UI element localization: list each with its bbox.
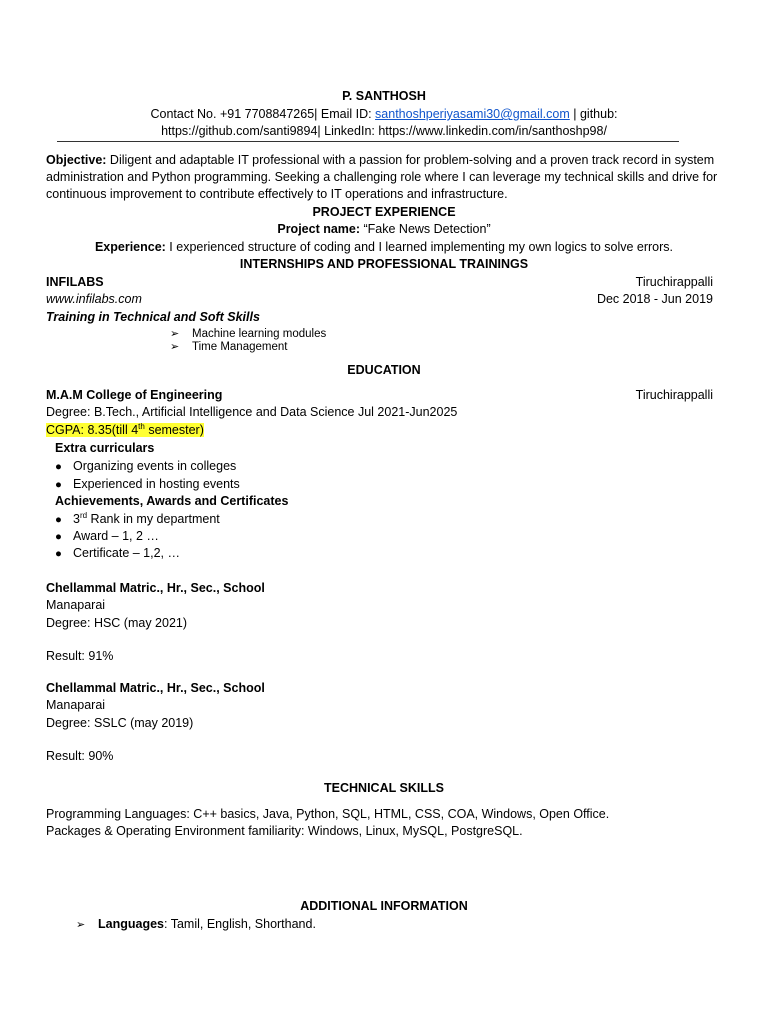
skills-heading: TECHNICAL SKILLS: [324, 781, 444, 795]
contact-prefix: Contact No. +91 7708847265| Email ID:: [150, 107, 376, 121]
school2-name: Chellammal Matric., Hr., Sec., School: [46, 681, 265, 695]
project-heading: PROJECT EXPERIENCE: [312, 205, 456, 219]
dot-bullet-icon: ●: [55, 548, 62, 560]
header-divider: [57, 141, 679, 142]
languages-value: : Tamil, English, Shorthand.: [164, 917, 316, 931]
training-item: [170, 339, 287, 356]
education-heading: EDUCATION: [347, 363, 421, 377]
training-title: Training in Technical and Soft Skills: [46, 310, 260, 324]
arrow-bullet-icon: ➢: [170, 328, 180, 340]
objective-paragraph: [46, 152, 722, 203]
school1-place: Manaparai: [46, 598, 106, 612]
company-name: INFILABS: [46, 275, 104, 289]
college-name: M.A.M College of Engineering: [46, 388, 223, 402]
school2-result: Result: 90%: [46, 749, 114, 763]
additional-heading: ADDITIONAL INFORMATION: [300, 899, 468, 913]
project-exp-value: I experienced structure of coding and I learned implementing my own logics to solve errors.: [165, 240, 674, 254]
list-item-label: Organizing events in colleges: [73, 459, 237, 473]
project-exp-label: Experience:: [94, 240, 166, 254]
list-item: [55, 511, 220, 529]
arrow-bullet-icon: ➢: [170, 341, 180, 353]
cgpa-highlight: [46, 423, 204, 437]
achievements-heading: Achievements, Awards and Certificates: [55, 494, 289, 508]
extra-curriculars-heading: Extra curriculars: [55, 441, 155, 455]
list-item-label: Experienced in hosting events: [73, 477, 240, 491]
list-item: [55, 528, 159, 546]
school1-degree: Degree: HSC (may 2021): [46, 616, 188, 630]
cgpa-suffix: semester): [144, 423, 204, 437]
list-item-label: Certificate – 1,2, …: [73, 546, 180, 560]
languages-line: [76, 916, 316, 934]
training-item-label: Machine learning modules: [192, 328, 327, 340]
email-link[interactable]: santhoshperiyasami30@gmail.com: [375, 107, 570, 121]
objective-text: Diligent and adaptable IT professional with a passion for problem-solving and a proven track record in system administration and Python programming. Seeking a challenging role where I can leverage my technical skills and drive for continuous improvement to contribute effectively to IT operations and infrastructure.: [46, 153, 718, 201]
languages-label: Languages: [98, 917, 164, 931]
internships-heading: INTERNSHIPS AND PROFESSIONAL TRAININGS: [239, 257, 529, 271]
objective-label: Objective:: [46, 153, 107, 167]
skills-programming: Programming Languages: C++ basics, Java, Python, SQL, HTML, CSS, COA, Windows, Open Office.: [46, 807, 610, 821]
list-item-label: Award – 1, 2 …: [73, 529, 159, 543]
cgpa-sup: th: [138, 421, 145, 431]
rank-suffix: Rank in my department: [87, 512, 220, 526]
training-item-label: Time Management: [192, 341, 288, 353]
company-website: www.infilabs.com: [46, 292, 142, 306]
list-item: [55, 458, 236, 476]
list-item: [55, 545, 180, 563]
cgpa-prefix: CGPA: 8.35(till 4: [46, 423, 139, 437]
college-location: Tiruchirappalli: [635, 388, 713, 402]
dot-bullet-icon: ●: [55, 461, 62, 473]
skills-packages: Packages & Operating Environment familiarity: Windows, Linux, MySQL, PostgreSQL.: [46, 824, 523, 838]
college-degree: Degree: B.Tech., Artificial Intelligence and Data Science Jul 2021-Jun2025: [46, 405, 458, 419]
arrow-bullet-icon: ➢: [76, 919, 86, 931]
dot-bullet-icon: ●: [55, 479, 62, 491]
project-name-label: Project name:: [277, 222, 361, 236]
rank-sup: rd: [79, 510, 88, 520]
internship-dates: Dec 2018 - Jun 2019: [596, 292, 713, 306]
contact-line: [0, 106, 768, 123]
cgpa-line: [46, 422, 204, 439]
project-name-line: [0, 221, 768, 238]
school2-degree: Degree: SSLC (may 2019): [46, 716, 194, 730]
school2-place: Manaparai: [46, 698, 106, 712]
contact-suffix: | github:: [569, 107, 618, 121]
company-location: Tiruchirappalli: [635, 275, 713, 289]
dot-bullet-icon: ●: [55, 514, 62, 526]
links-line: https://github.com/santi9894| LinkedIn: https://www.linkedin.com/in/santhoshp98/: [161, 124, 607, 138]
school1-result: Result: 91%: [46, 649, 114, 663]
project-experience-line: [0, 239, 768, 256]
resume-name: P. SANTHOSH: [342, 89, 426, 103]
school1-name: Chellammal Matric., Hr., Sec., School: [46, 581, 265, 595]
rank-prefix: 3: [73, 512, 80, 526]
dot-bullet-icon: ●: [55, 531, 62, 543]
project-name-value: “Fake News Detection”: [360, 222, 491, 236]
list-item: [55, 476, 240, 494]
